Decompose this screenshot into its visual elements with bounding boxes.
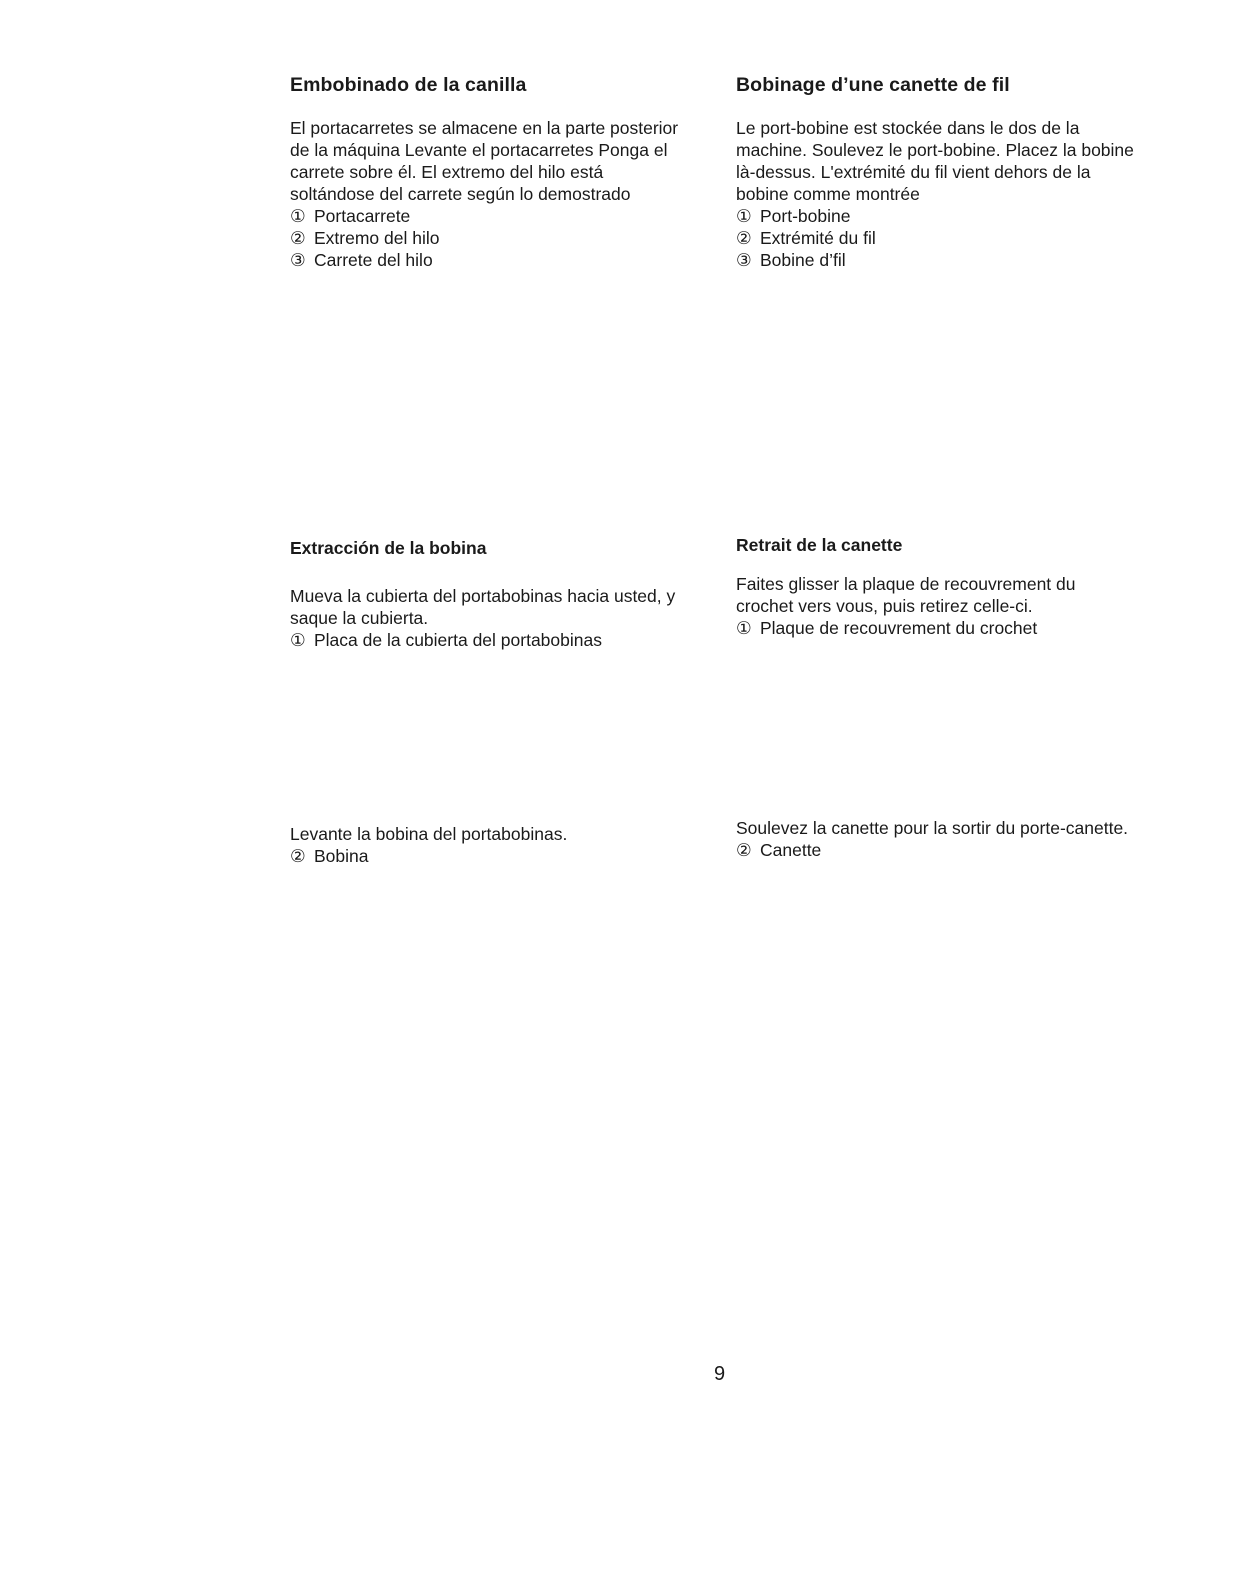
section-levante-es — [290, 823, 720, 867]
section-retrait-fr — [736, 535, 1166, 639]
paragraph-levante — [290, 823, 720, 845]
callout-number: ① — [736, 206, 752, 226]
callout-list-extraccion — [290, 629, 720, 651]
callout-label: Plaque de recouvrement du crochet — [760, 618, 1038, 638]
heading-retrait: Retrait de la canette — [736, 535, 903, 555]
callout-number: ② — [290, 228, 306, 248]
paragraph-extraccion — [290, 585, 720, 629]
callout-label: Port-bobine — [760, 206, 851, 226]
list-item — [290, 205, 720, 227]
text-line: là-dessus. L'extrémité du fil vient dehors de la — [736, 162, 1091, 182]
callout-list-levante — [290, 845, 720, 867]
callout-label: Carrete del hilo — [314, 250, 433, 270]
callout-number: ① — [290, 206, 306, 226]
callout-number: ② — [736, 228, 752, 248]
paragraph-soulevez — [736, 817, 1166, 839]
callout-label: Placa de la cubierta del portabobinas — [314, 630, 602, 650]
callout-number: ① — [736, 618, 752, 638]
section-embobinado-es — [290, 74, 720, 271]
text-line: saque la cubierta. — [290, 608, 429, 628]
callout-list-embobinado — [290, 205, 720, 271]
callout-list-soulevez — [736, 839, 1166, 861]
callout-label: Bobine d’fil — [760, 250, 846, 270]
callout-number: ② — [736, 840, 752, 860]
callout-list-retrait — [736, 617, 1166, 639]
list-item — [736, 249, 1166, 271]
text-line: Faites glisser la plaque de recouvrement du — [736, 574, 1076, 594]
heading-extraccion: Extracción de la bobina — [290, 538, 487, 558]
list-item — [290, 227, 720, 249]
list-item — [290, 249, 720, 271]
section-soulevez-fr — [736, 817, 1166, 861]
callout-number: ② — [290, 846, 306, 866]
callout-label: Bobina — [314, 846, 369, 866]
text-line: Le port-bobine est stockée dans le dos de la — [736, 118, 1080, 138]
callout-label: Extremo del hilo — [314, 228, 440, 248]
callout-number: ③ — [290, 250, 306, 270]
section-bobinage-fr — [736, 74, 1166, 271]
text-line: machine. Soulevez le port-bobine. Placez la bobine — [736, 140, 1134, 160]
text-line: Soulevez la canette pour la sortir du porte-canette. — [736, 818, 1129, 838]
text-line: El portacarretes se almacene en la parte posterior — [290, 118, 679, 138]
page-number: 9 — [714, 1363, 726, 1385]
text-line: Levante la bobina del portabobinas. — [290, 824, 568, 844]
paragraph-retrait — [736, 573, 1166, 617]
text-line: crochet vers vous, puis retirez celle-ci. — [736, 596, 1033, 616]
section-extraccion-es — [290, 538, 720, 651]
callout-label: Extrémité du fil — [760, 228, 876, 248]
callout-label: Canette — [760, 840, 822, 860]
callout-number: ① — [290, 630, 306, 650]
list-item — [736, 227, 1166, 249]
list-item — [736, 617, 1166, 639]
heading-embobinado: Embobinado de la canilla — [290, 74, 527, 96]
text-line: bobine comme montrée — [736, 184, 920, 204]
list-item — [290, 845, 720, 867]
paragraph-embobinado — [290, 117, 720, 205]
paragraph-bobinage — [736, 117, 1166, 205]
list-item — [736, 205, 1166, 227]
text-line: carrete sobre él. El extremo del hilo está — [290, 162, 604, 182]
list-item — [736, 839, 1166, 861]
text-line: soltándose del carrete según lo demostrado — [290, 184, 631, 204]
list-item — [290, 629, 720, 651]
callout-list-bobinage — [736, 205, 1166, 271]
text-line: de la máquina Levante el portacarretes Ponga el — [290, 140, 668, 160]
text-line: Mueva la cubierta del portabobinas hacia usted, y — [290, 586, 676, 606]
callout-label: Portacarrete — [314, 206, 411, 226]
callout-number: ③ — [736, 250, 752, 270]
heading-bobinage: Bobinage d’une canette de fil — [736, 74, 1010, 96]
